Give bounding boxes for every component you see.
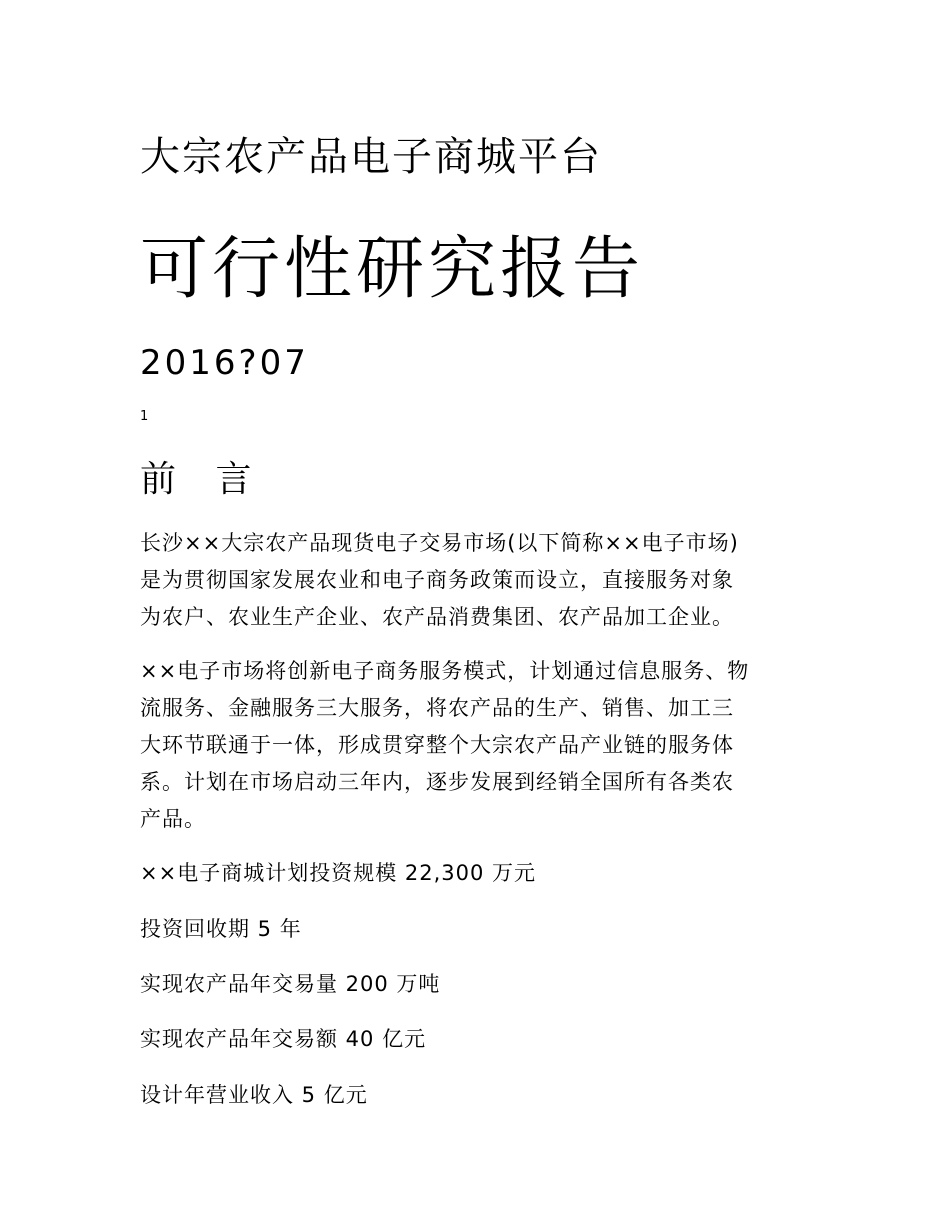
paragraph-line: 流服务、金融服务三大服务，将农产品的生产、销售、加工三: [140, 696, 734, 720]
paragraph-line: 是为贯彻国家发展农业和电子商务政策而设立，直接服务对象: [140, 568, 734, 592]
document-title-line2: 可行性研究报告: [140, 230, 645, 309]
paragraph-line: 产品。: [140, 807, 206, 831]
fact-annual-revenue: 设计年营业收入 5 亿元: [140, 1083, 368, 1107]
preface-paragraph-1: [140, 525, 820, 636]
paragraph-line: ××电子市场将创新电子商务服务模式，计划通过信息服务、物: [140, 659, 750, 683]
fact-investment-scale: ××电子商城计划投资规模 22,300 万元: [140, 861, 537, 885]
paragraph-line: 大环节联通于一体，形成贯穿整个大宗农产品产业链的服务体: [140, 733, 734, 757]
document-title-line1: 大宗农产品电子商城平台: [140, 134, 602, 180]
document-date: 2016?07: [140, 343, 309, 383]
fact-annual-volume: 实现农产品年交易量 200 万吨: [140, 972, 441, 996]
preface-paragraph-2: [140, 653, 820, 838]
paragraph-line: 系。计划在市场启动三年内，逐步发展到经销全国所有各类农: [140, 770, 734, 794]
page-number: 1: [140, 409, 149, 424]
paragraph-line: 为农户、农业生产企业、农产品消费集团、农产品加工企业。: [140, 605, 734, 629]
paragraph-line: 长沙××大宗农产品现货电子交易市场(以下简称××电子市场): [140, 531, 739, 555]
fact-annual-turnover: 实现农产品年交易额 40 亿元: [140, 1027, 427, 1051]
preface-heading: 前 言: [140, 459, 266, 500]
fact-payback-period: 投资回收期 5 年: [140, 917, 302, 941]
